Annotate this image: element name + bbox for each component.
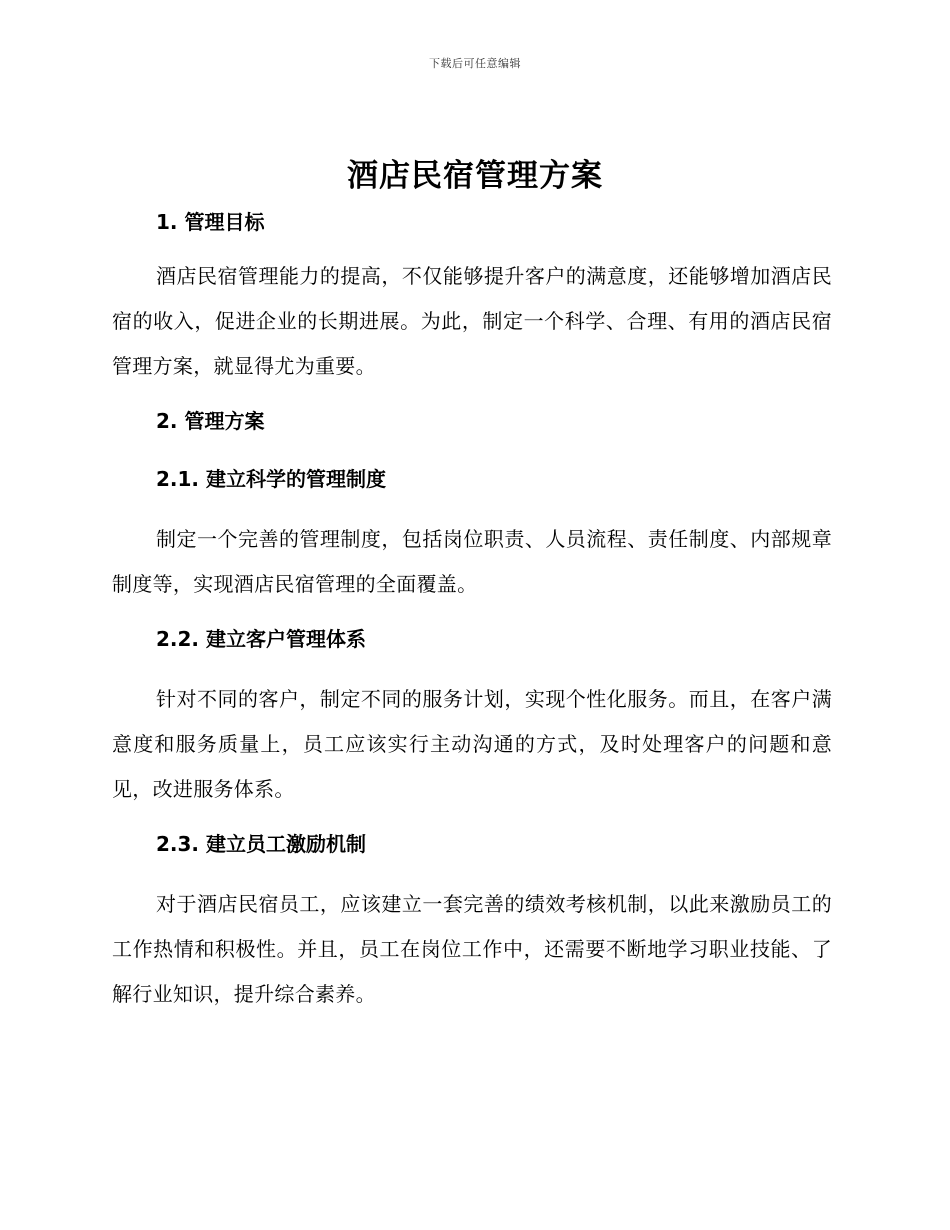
section-heading-1: 1. 管理目标 bbox=[156, 210, 265, 234]
section-paragraph-1: 酒店民宿管理能力的提高，不仅能够提升客户的满意度，还能够增加酒店民宿的收入，促进企业的长期进展。为此，制定一个科学、合理、有用的酒店民宿管理方案，就显得尤为重要。 bbox=[112, 264, 832, 378]
section-paragraph-2-1: 制定一个完善的管理制度，包括岗位职责、人员流程、责任制度、内部规章制度等，实现酒店民宿管理的全面覆盖。 bbox=[112, 527, 832, 596]
section-heading-2-1: 2.1. 建立科学的管理制度 bbox=[156, 467, 386, 491]
header-note: 下载后可任意编辑 bbox=[429, 57, 521, 70]
document-body bbox=[112, 204, 832, 1017]
section-paragraph-2-2: 针对不同的客户，制定不同的服务计划，实现个性化服务。而且，在客户满意度和服务质量上，员工应该实行主动沟通的方式，及时处理客户的问题和意见，改进服务体系。 bbox=[112, 687, 832, 801]
section-paragraph-2-3: 对于酒店民宿员工，应该建立一套完善的绩效考核机制，以此来激励员工的工作热情和积极性。并且，员工在岗位工作中，还需要不断地学习职业技能、了解行业知识，提升综合素养。 bbox=[112, 892, 832, 1006]
section-heading-2-2: 2.2. 建立客户管理体系 bbox=[156, 627, 366, 651]
document-title: 酒店民宿管理方案 bbox=[347, 158, 603, 194]
section-heading-2-3: 2.3. 建立员工激励机制 bbox=[156, 832, 366, 856]
section-heading-2: 2. 管理方案 bbox=[156, 409, 265, 433]
